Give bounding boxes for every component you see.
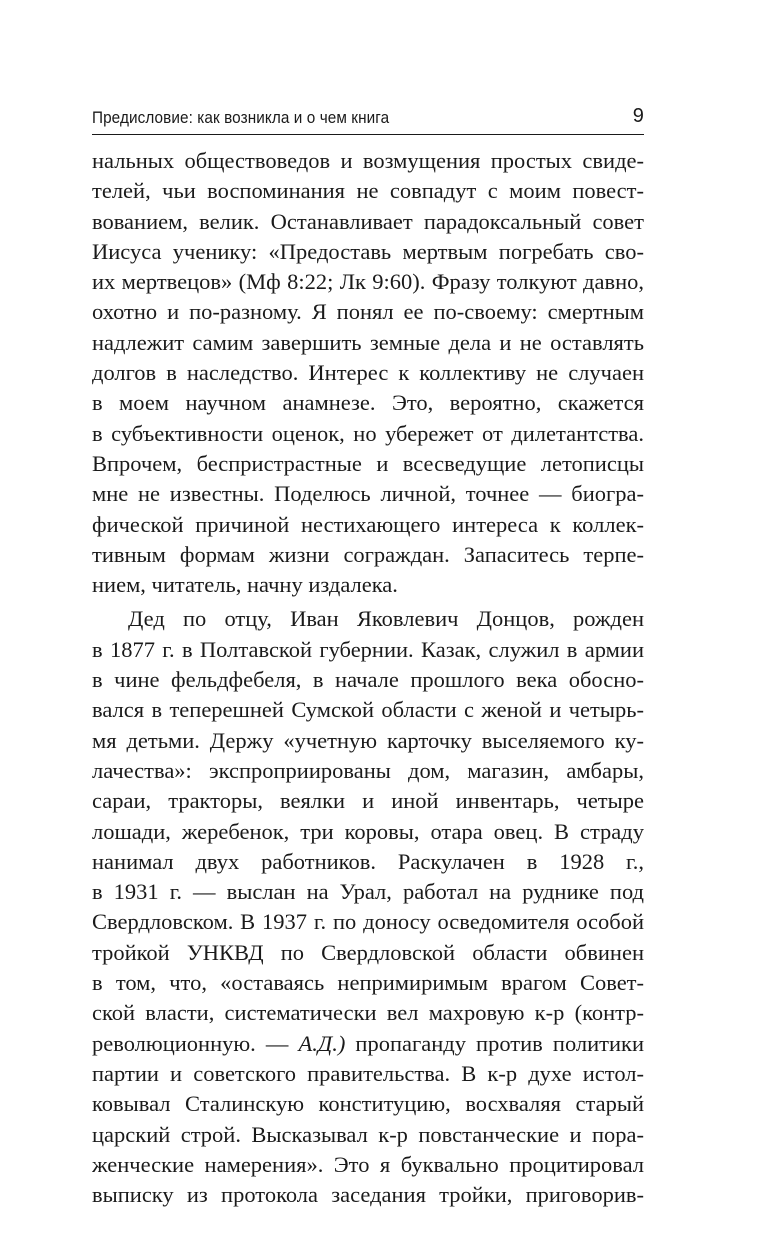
text-line: нальных обществоведов и возмущения простых свиде- [92,148,644,173]
text-fragment: революционную. — [92,1030,299,1056]
text-line: долгов в наследство. Интерес к коллективу не случаен [92,360,644,386]
running-header [92,104,644,132]
text-line: их мертвецов» (Мф 8:22; Лк 9:60). Фразу толкуют давно, [92,269,644,295]
text-line: партии и советского правительства. В к-р духе истол- [92,1060,644,1086]
text-fragment: пропаганду против политики [345,1030,644,1056]
text-line: нием, читатель, начну издалека. [92,572,398,598]
text-line: в 1931 г. — выслан на Урал, работал на руднике под [92,879,644,905]
text-line: Впрочем, беспристрастные и всесведущие летописцы [92,450,644,476]
text-line: лачества»: экспроприированы дом, магазин, амбары, [92,757,644,783]
book-page [92,0,644,1240]
chapter-title: Предисловие: как возникла и о чем книга [92,108,390,127]
text-line: сараи, тракторы, веялки и иной инвентарь, четыре [92,788,644,814]
text-line: ковывал Сталинскую конституцию, восхваляя старый [92,1091,644,1117]
text-line: фической причиной нестихающего интереса к коллек- [92,511,644,537]
page-number: 9 [632,105,644,127]
text-line: вался в теперешней Сумской области с женой и четырь- [92,697,644,723]
text-line: в том, что, «оставаясь непримиримым врагом Совет- [92,970,644,996]
text-line: вованием, велик. Останавливает парадоксальный совет [92,208,644,234]
text-line: нанимал двух работников. Раскулачен в 1928 г., [92,848,644,874]
text-line: Дед по отцу, Иван Яковлевич Донцов, рожден [128,606,644,632]
text-line: в чине фельдфебеля, в начале прошлого века обосно- [92,667,644,693]
body-text [92,146,644,1210]
author-initials: А.Д.) [298,1030,346,1056]
text-line: охотно и по-разному. Я понял ее по-своему: смертным [92,299,644,325]
text-line: Свердловском. В 1937 г. по доносу осведомителя особой [92,909,644,935]
text-line: женческие намерения». Это я буквально процитировал [92,1151,644,1177]
text-line: в субъективности оценок, но убережет от дилетантства. [92,420,644,446]
text-line: в 1877 г. в Полтавской губернии. Казак, служил в армии [92,636,644,662]
text-line: в моем научном анамнезе. Это, вероятно, скажется [92,390,644,416]
text-line: царский строй. Высказывал к-р повстанческие и пора- [92,1121,644,1147]
text-line: выписку из протокола заседания тройки, приговорив- [92,1182,644,1208]
text-line: надлежит самим завершить земные дела и не оставлять [92,329,644,355]
text-line: тивным формам жизни сограждан. Запаситесь терпе- [92,541,644,567]
text-line: тройкой УНКВД по Свердловской области обвинен [92,939,644,965]
text-line: Иисуса ученику: «Предоставь мертвым погребать сво- [92,238,644,264]
header-rule [92,134,644,135]
text-line: мне не известны. Поделюсь личной, точнее — биогра- [92,481,644,507]
text-line: мя детьми. Держу «учетную карточку выселяемого ку- [92,727,644,753]
text-line: телей, чьи воспоминания не совпадут с моим повест- [92,178,644,204]
text-line: лошади, жеребенок, три коровы, отара овец. В страду [92,818,644,844]
text-line [92,1029,644,1059]
text-line: ской власти, систематически вел махровую к-р (контр- [92,1000,644,1026]
